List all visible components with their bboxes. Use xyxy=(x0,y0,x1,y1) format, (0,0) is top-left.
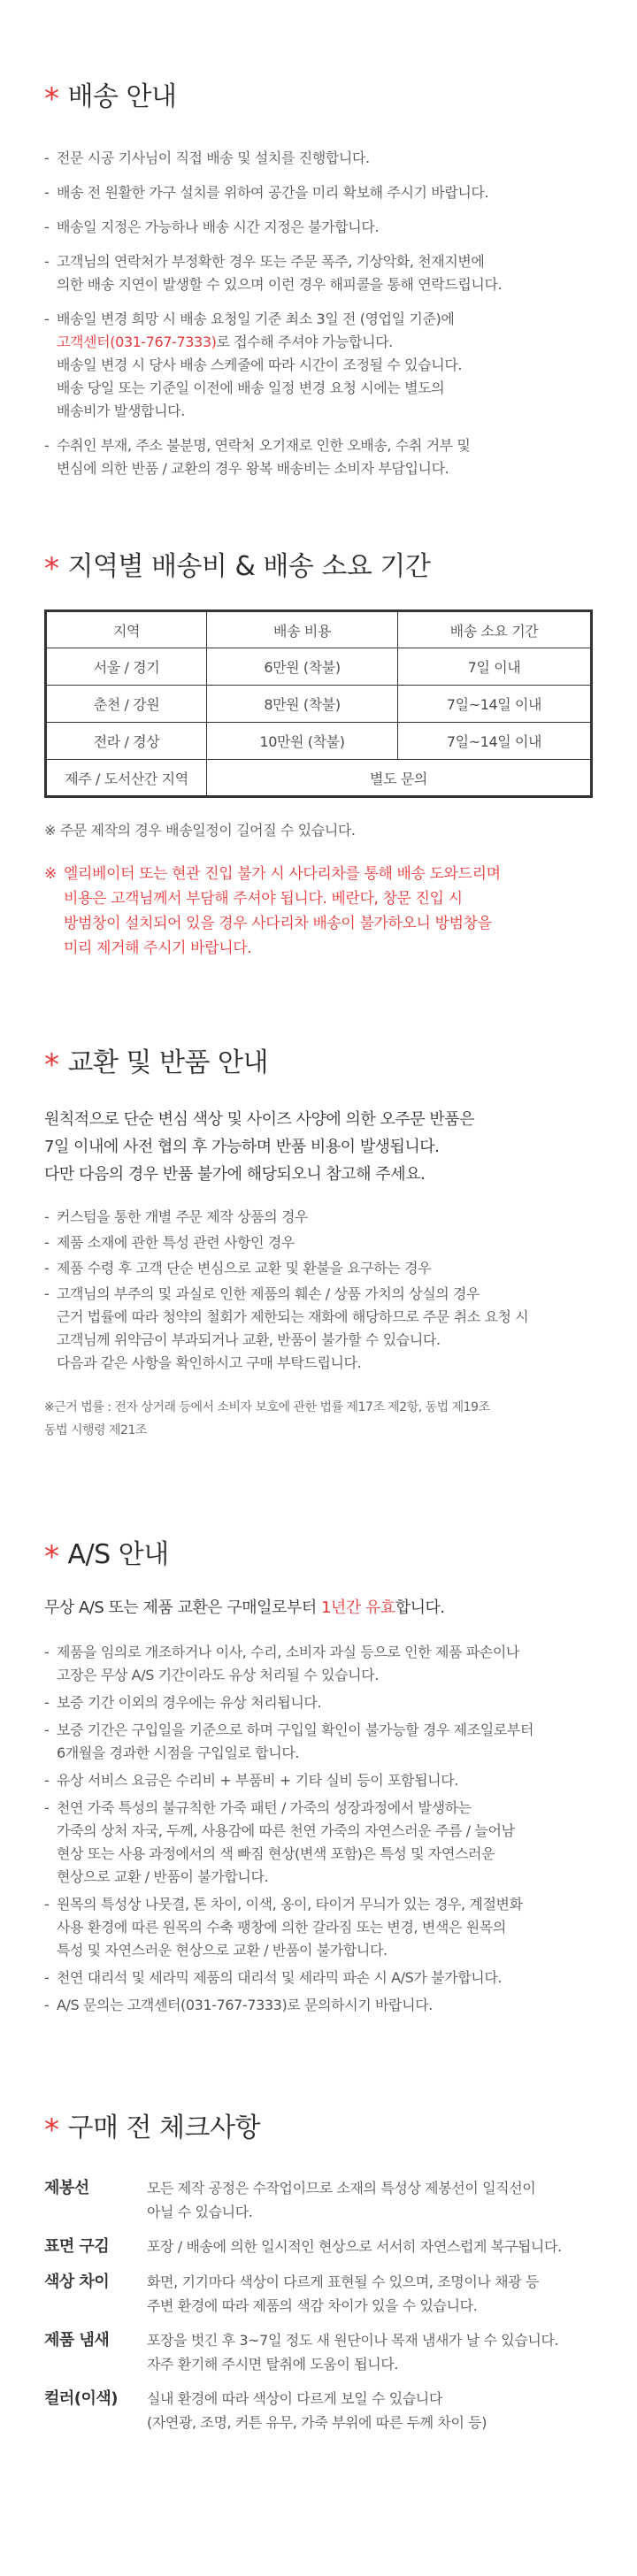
table-header: 배송 소요 기간 xyxy=(398,611,592,648)
table-cell: 10만원 (착불) xyxy=(207,723,398,760)
table-row xyxy=(46,686,592,723)
as-lead: 무상 A/S 또는 제품 교환은 구매일로부터 1년간 유효합니다. xyxy=(44,1598,445,1617)
list-item: - 제품을 임의로 개조하거나 이사, 수리, 소비자 과실 등으로 인한 제품 파손이나 고장은 무상 A/S 기간이라도 유상 처리될 수 있습니다. xyxy=(44,1641,593,1687)
delivery-section xyxy=(44,81,593,480)
checklist-text: 화면, 기기마다 색상이 다르게 표현될 수 있으며, 조명이나 채광 등 주변 환경에 따라 제품의 색감 차이가 있을 수 있습니다. xyxy=(147,2273,540,2314)
list-item: - 배송일 변경 희망 시 배송 요청일 기준 최소 3일 전 (영업일 기준)에 고객센터(031-767-7333)로 접수해 주셔야 가능합니다. 배송일 변경 시 당사 배송 스케줄에 따라 시간이 조정될 수 있습니다. 배송 당일 또는 기준일 이전에 배송 일정 변경 요청 시에는 별도의 배송비가 발생합니다. xyxy=(44,308,593,423)
checklist-row xyxy=(44,2387,593,2434)
list-item: - 고객님의 연락처가 부정확한 경우 또는 주문 폭주, 기상악화, 천재지변에 의한 배송 지연이 발생할 수 있으며 이런 경우 해피콜을 통해 연락드립니다. xyxy=(44,250,593,296)
table-cell: 전라 / 경상 xyxy=(46,723,207,760)
list-item: - 커스텀을 통한 개별 주문 제작 상품의 경우 xyxy=(44,1206,593,1229)
asterisk-icon: * xyxy=(44,1047,59,1083)
list-item: - 전문 시공 기사님이 직접 배송 및 설치를 진행합니다. xyxy=(44,147,593,170)
checklist-title: * 구매 전 체크사항 xyxy=(44,2112,260,2148)
asterisk-icon: * xyxy=(44,81,59,117)
list-item: - 천연 가죽 특성의 불규칙한 가죽 패턴 / 가죽의 성장과정에서 발생하는 가죽의 상처 자국, 두께, 사용감에 따른 천연 가죽의 자연스러운 주름 / 늘어남 현상 또는 사용 과정에서의 색 빠짐 현상(변색 포함)은 특성 및 자연스러운 현상으로 교환 / 반품이 불가합니다. xyxy=(44,1797,593,1889)
checklist-row xyxy=(44,2235,593,2259)
table-row xyxy=(46,723,592,760)
list-item: - 유상 서비스 요금은 수리비 + 부품비 + 기타 실비 등이 포함됩니다. xyxy=(44,1769,593,1792)
table-header-row xyxy=(46,611,592,648)
checklist-row xyxy=(44,2328,593,2376)
legal-basis-note: ※근거 법률 : 전자 상거래 등에서 소비자 보호에 관한 법률 제17조 제2항, 동법 제19조 동법 시행령 제21조 xyxy=(44,1400,490,1438)
table-header: 지역 xyxy=(46,611,207,648)
list-item: - 고객님의 부주의 및 과실로 인한 제품의 훼손 / 상품 가치의 상실의 경우 근거 법률에 따라 청약의 철회가 제한되는 재화에 해당하므로 주문 취소 요청 시 고객님께 위약금이 부과되거나 교환, 반품이 불가할 수 있습니다. 다음과 같은 사항을 확인하시고 구매 부탁드립니다. xyxy=(44,1283,593,1375)
table-cell: 7일~14일 이내 xyxy=(398,723,592,760)
shipping-table xyxy=(44,610,593,798)
table-cell: 서울 / 경기 xyxy=(46,648,207,686)
regional-title: * 지역별 배송비 & 배송 소요 기간 xyxy=(44,551,431,586)
table-cell: 7일 이내 xyxy=(398,648,592,686)
as-section xyxy=(44,1539,593,2017)
asterisk-icon: * xyxy=(44,2112,59,2148)
exchange-title: * 교환 및 반품 안내 xyxy=(44,1047,268,1083)
checklist-text: 모든 제작 공정은 수작업이므로 소재의 특성상 제봉선이 일직선이 아닐 수 있습니다. xyxy=(147,2180,536,2220)
delivery-list xyxy=(44,147,593,480)
exchange-lead: 원칙적으로 단순 변심 색상 및 사이즈 사양에 의한 오주문 반품은 7일 이내에 사전 협의 후 가능하며 반품 비용이 발생됩니다. 다만 다음의 경우 반품 불가에 해당되오니 참고해 주세요. xyxy=(44,1110,475,1184)
warranty-period: 1년간 유효 xyxy=(320,1598,395,1617)
exchange-list xyxy=(44,1206,593,1375)
table-row xyxy=(46,760,592,797)
asterisk-icon: * xyxy=(44,551,59,586)
checklist-label: 제품 냄새 xyxy=(44,2331,110,2350)
table-row xyxy=(46,648,592,686)
checklist-label: 표면 구김 xyxy=(44,2237,110,2256)
table-cell: 6만원 (착불) xyxy=(207,648,398,686)
checklist-row xyxy=(44,2270,593,2318)
list-item: - 원목의 특성상 나뭇결, 톤 차이, 이색, 옹이, 타이거 무늬가 있는 경우, 계절변화 사용 환경에 따른 원목의 수축 팽창에 의한 갈라짐 또는 변경, 변색은 원목의 특성 및 자연스러운 현상으로 교환 / 반품이 불가합니다. xyxy=(44,1893,593,1962)
table-cell: 8만원 (착불) xyxy=(207,686,398,723)
checklist-label: 컬러(이색) xyxy=(44,2389,119,2408)
table-header: 배송 비용 xyxy=(207,611,398,648)
list-item: - 보증 기간 이외의 경우에는 유상 처리됩니다. xyxy=(44,1691,593,1714)
list-item: - 수취인 부재, 주소 불분명, 연락처 오기재로 인한 오배송, 수취 거부 및 변심에 의한 반품 / 교환의 경우 왕복 배송비는 소비자 부담입니다. xyxy=(44,434,593,480)
customer-center-contact: 고객센터(031-767-7333) xyxy=(57,334,217,350)
list-item: - 천연 대리석 및 세라믹 제품의 대리석 및 세라믹 파손 시 A/S가 불가합니다. xyxy=(44,1966,593,1990)
as-title: * A/S 안내 xyxy=(44,1539,169,1575)
checklist-label: 색상 차이 xyxy=(44,2273,110,2291)
checklist-row xyxy=(44,2176,593,2224)
checklist xyxy=(44,2176,593,2434)
list-item: - 배송일 지정은 가능하나 배송 시간 지정은 불가합니다. xyxy=(44,216,593,239)
ladder-truck-note: ※ 엘리베이터 또는 현관 진입 불가 시 사다리차를 통해 배송 도와드리며 비용은 고객님께서 부담해 주셔야 됩니다. 베란다, 창문 진입 시 방범창이 설치되어 있을 경우 사다리차 배송이 불가하오니 방범창을 미리 제거해 주시기 바랍니다. xyxy=(44,865,501,957)
asterisk-icon: * xyxy=(44,1539,59,1575)
delivery-title: * 배송 안내 xyxy=(44,81,177,117)
list-item: - 배송 전 원활한 가구 설치를 위하여 공간을 미리 확보해 주시기 바랍니다. xyxy=(44,181,593,204)
list-item: - 제품 소재에 관한 특성 관련 사항인 경우 xyxy=(44,1231,593,1254)
as-list xyxy=(44,1641,593,2017)
exchange-section xyxy=(44,1047,593,1442)
regional-section xyxy=(44,551,593,961)
table-cell: 춘천 / 강원 xyxy=(46,686,207,723)
checklist-section xyxy=(44,2112,593,2434)
checklist-text: 실내 환경에 따라 색상이 다르게 보일 수 있습니다 (자연광, 조명, 커튼 유무, 가죽 부위에 따른 두께 차이 등) xyxy=(147,2390,487,2431)
table-cell: 별도 문의 xyxy=(207,760,592,797)
list-item: - 보증 기간은 구입일을 기준으로 하며 구입일 확인이 불가능할 경우 제조일로부터 6개월을 경과한 시점을 구입일로 합니다. xyxy=(44,1719,593,1765)
checklist-text: 포장을 벗긴 후 3~7일 정도 새 원단이나 목재 냄새가 날 수 있습니다. 자주 환기해 주시면 탈취에 도움이 됩니다. xyxy=(147,2332,559,2373)
table-cell: 제주 / 도서산간 지역 xyxy=(46,760,207,797)
checklist-label: 제봉선 xyxy=(44,2179,89,2197)
custom-order-note: ※ 주문 제작의 경우 배송일정이 길어질 수 있습니다. xyxy=(44,822,356,839)
list-item: - A/S 문의는 고객센터(031-767-7333)로 문의하시기 바랍니다. xyxy=(44,1994,593,2017)
checklist-text: 포장 / 배송에 의한 일시적인 현상으로 서서히 자연스럽게 복구됩니다. xyxy=(147,2238,562,2255)
table-cell: 7일~14일 이내 xyxy=(398,686,592,723)
list-item: - 제품 수령 후 고객 단순 변심으로 교환 및 환불을 요구하는 경우 xyxy=(44,1257,593,1280)
